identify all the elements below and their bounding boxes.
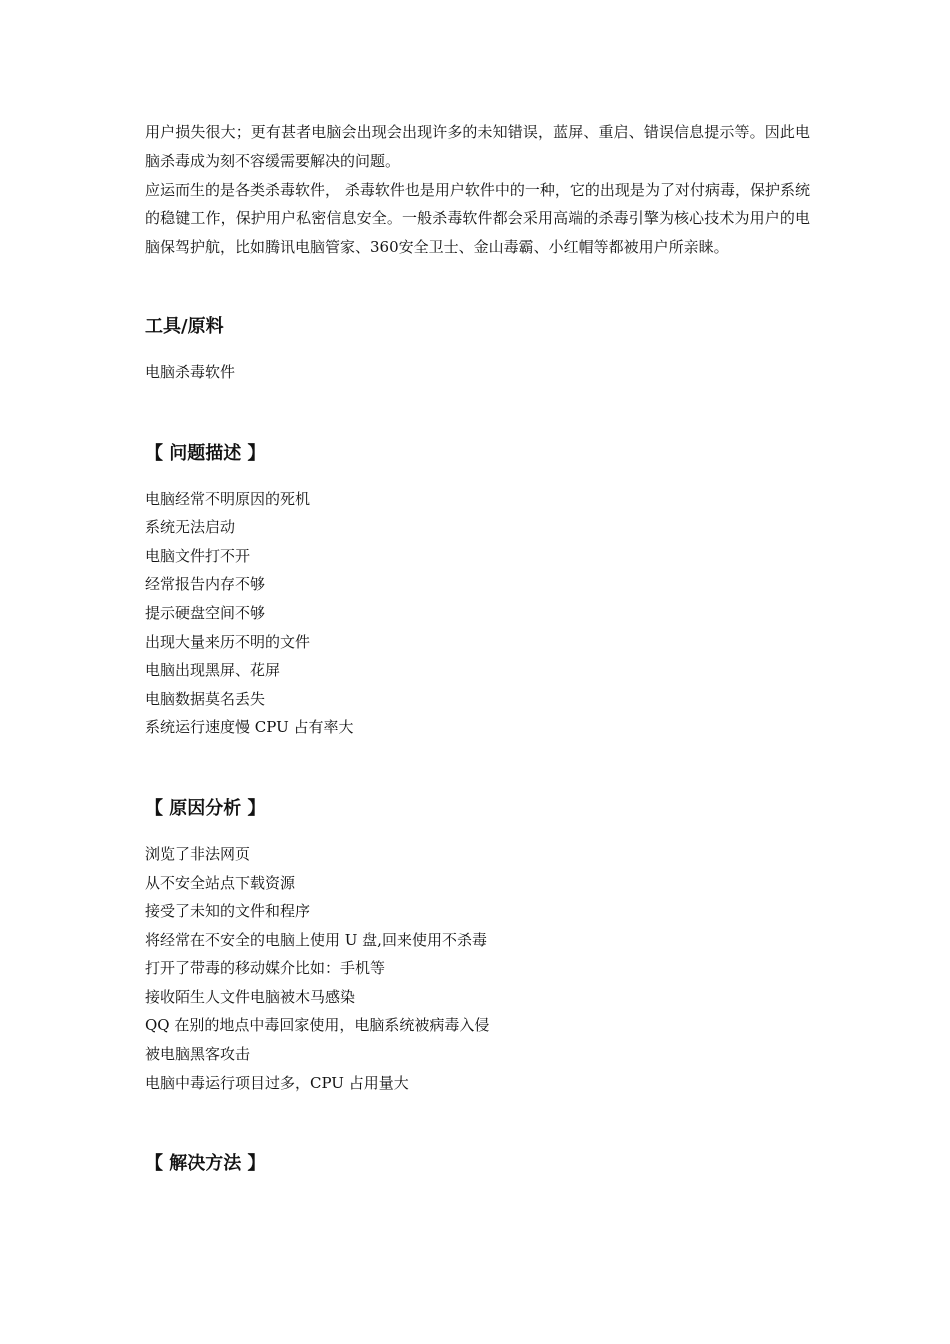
tools-text: 电脑杀毒软件 — [145, 362, 236, 381]
list-item: QQ 在别的地点中毒回家使用，电脑系统被病毒入侵 — [145, 1016, 490, 1035]
problem-heading: 【 问题描述 】 — [145, 442, 266, 464]
list-item: 接收陌生人文件电脑被木马感染 — [145, 987, 356, 1006]
list-item: 被电脑黑客攻击 — [145, 1045, 251, 1064]
list-item: 提示硬盘空间不够 — [145, 603, 266, 622]
list-item: 出现大量来历不明的文件 — [145, 632, 311, 651]
tools-heading: 工具/原料 — [145, 315, 224, 337]
list-item: 系统运行速度慢 CPU 占有率大 — [145, 718, 354, 737]
problem-list — [145, 485, 810, 742]
list-item: 电脑中毒运行项目过多，CPU 占用量大 — [145, 1073, 409, 1092]
list-item: 电脑数据莫名丢失 — [145, 689, 266, 708]
list-item: 接受了未知的文件和程序 — [145, 902, 311, 921]
intro-paragraph-1: 用户损失很大；更有甚者电脑会出现会出现许多的未知错误，蓝屏、重启、错误信息提示等。因此电脑杀毒成为刻不容缓需要解决的问题。 — [145, 123, 810, 170]
cause-heading: 【 原因分析 】 — [145, 797, 266, 819]
list-item: 从不安全站点下载资源 — [145, 873, 296, 892]
document-page — [145, 118, 810, 1175]
cause-list — [145, 840, 810, 1097]
list-item: 电脑经常不明原因的死机 — [145, 489, 311, 508]
list-item: 电脑出现黑屏、花屏 — [145, 661, 281, 680]
list-item: 系统无法启动 — [145, 518, 236, 537]
list-item: 打开了带毒的移动媒介比如：手机等 — [145, 959, 386, 978]
list-item: 将经常在不安全的电脑上使用 U 盘,回来使用不杀毒 — [145, 930, 487, 949]
list-item: 浏览了非法网页 — [145, 844, 251, 863]
list-item: 电脑文件打不开 — [145, 546, 251, 565]
solution-heading: 【 解决方法 】 — [145, 1153, 266, 1175]
list-item: 经常报告内存不够 — [145, 575, 266, 594]
intro-paragraph-2: 应运而生的是各类杀毒软件， 杀毒软件也是用户软件中的一种，它的出现是为了对付病毒，保护系统的稳键工作，保护用户私密信息安全。一般杀毒软件都会采用高端的杀毒引擎为核心技术为用户的电脑保驾护航，比如腾讯电脑管家、360安全卫士、金山毒霸、小红帽等都被用户所亲睐。 — [145, 180, 810, 257]
